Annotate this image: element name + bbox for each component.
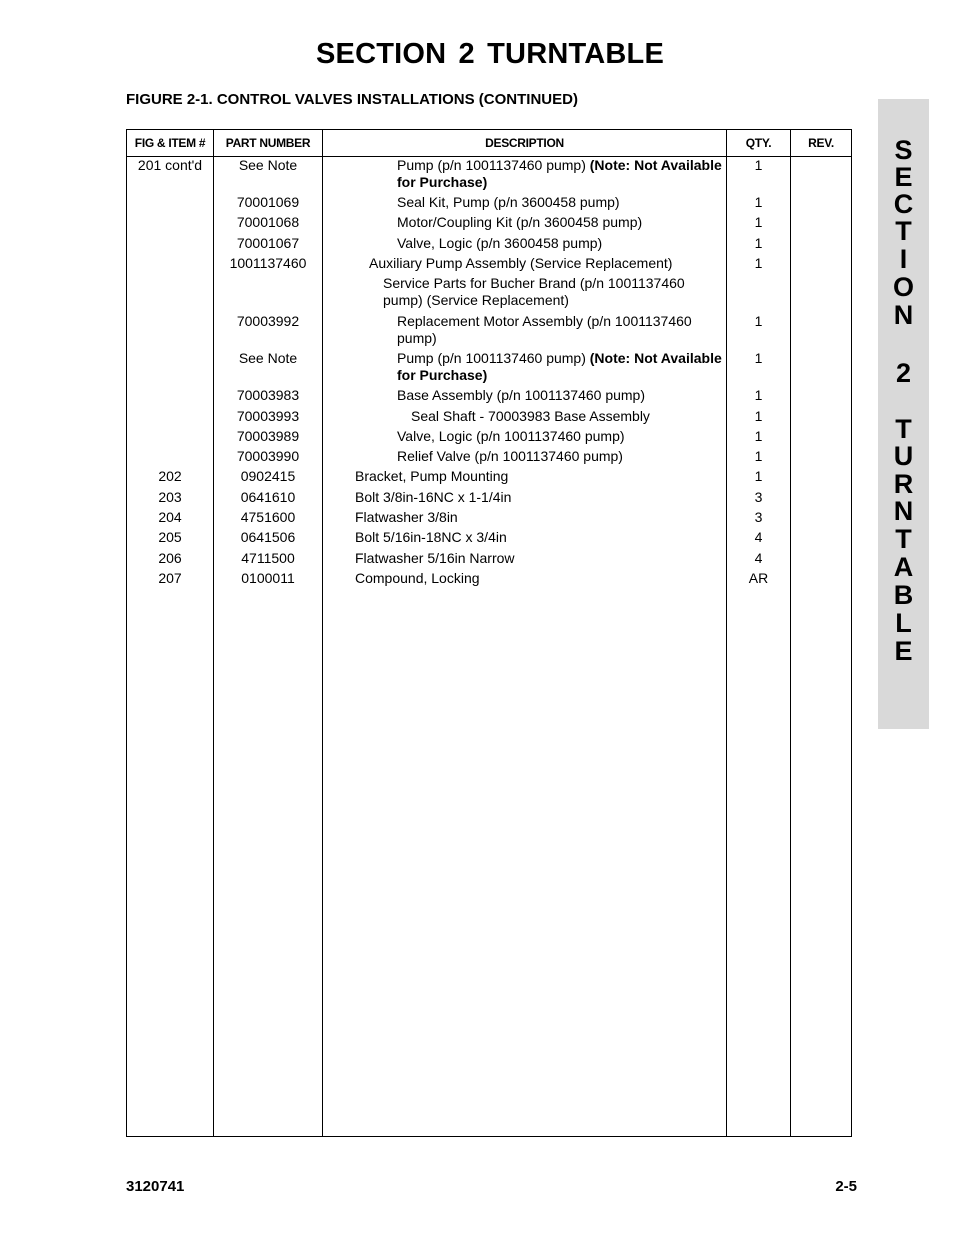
section-side-tab	[878, 99, 929, 729]
row-qty: 4	[754, 529, 763, 545]
column-header-description: DESCRIPTION	[485, 136, 564, 150]
side-tab-letter: U	[893, 441, 914, 471]
row-part-number: 4751600	[240, 509, 296, 525]
row-description	[369, 255, 722, 272]
row-part-number: 70003993	[236, 408, 300, 424]
side-tab-letter: T	[895, 524, 912, 554]
row-qty: 1	[754, 468, 763, 484]
row-description-text: Pump (p/n 1001137460 pump)	[397, 157, 586, 173]
row-qty: AR	[748, 570, 769, 586]
row-qty: 1	[754, 448, 763, 464]
page-number: 2-5	[835, 1178, 857, 1195]
row-part-number: 0641506	[240, 529, 296, 545]
side-tab-letter: B	[893, 580, 914, 610]
row-qty: 1	[754, 428, 763, 444]
column-divider	[322, 130, 323, 1136]
row-description-text: Relief Valve (p/n 1001137460 pump)	[397, 448, 623, 464]
row-part-number: 4711500	[241, 550, 295, 566]
row-part-number: 70003989	[236, 428, 300, 444]
row-qty: 3	[754, 489, 763, 505]
row-part-number: 0902415	[240, 468, 296, 484]
row-part-number: 70001069	[236, 194, 300, 210]
row-qty: 1	[754, 255, 763, 271]
row-part-number: 70001067	[236, 235, 300, 251]
row-qty: 1	[754, 157, 763, 173]
row-fig-item: 206	[158, 550, 182, 566]
row-part-number: 1001137460	[229, 255, 307, 271]
row-qty: 1	[754, 194, 763, 210]
row-description	[383, 275, 722, 309]
row-description	[355, 509, 722, 526]
side-tab-letter: O	[892, 272, 914, 302]
row-part-number: 0100011	[241, 570, 295, 586]
side-tab-letter: N	[893, 496, 914, 526]
row-qty: 1	[754, 387, 763, 403]
row-description-text: Flatwasher 5/16in Narrow	[355, 550, 515, 566]
row-description-note: (Note: Not Available for Purchase)	[397, 350, 722, 383]
side-tab-letter: A	[893, 552, 914, 582]
row-description-text: Compound, Locking	[355, 570, 480, 586]
row-description	[397, 235, 722, 252]
row-description	[397, 428, 722, 445]
row-description-text: Bolt 5/16in-18NC x 3/4in	[355, 529, 507, 545]
side-tab-letter: E	[894, 636, 913, 666]
row-fig-item: 204	[158, 509, 182, 525]
column-divider	[213, 130, 214, 1136]
row-qty: 1	[754, 313, 763, 329]
column-divider	[790, 130, 791, 1136]
row-qty: 4	[754, 550, 763, 566]
row-fig-item: 203	[158, 489, 182, 505]
row-description-text: Valve, Logic (p/n 3600458 pump)	[397, 235, 603, 251]
doc-number: 3120741	[126, 1178, 185, 1195]
row-part-number: 0641610	[240, 489, 296, 505]
row-qty: 1	[754, 214, 763, 230]
section-title: SECTION 2 TURNTABLE	[316, 38, 664, 70]
row-part-number: See Note	[238, 350, 298, 366]
row-part-number: See Note	[238, 157, 298, 173]
row-description	[397, 194, 722, 211]
row-fig-item: 207	[158, 570, 182, 586]
row-description-note: (Note: Not Available for Purchase)	[397, 157, 722, 190]
row-description-text: Pump (p/n 1001137460 pump)	[397, 350, 586, 366]
side-tab-letter: 2	[895, 358, 912, 388]
row-description	[397, 350, 722, 384]
row-part-number: 70003990	[236, 448, 300, 464]
column-header-fig-item: FIG & ITEM #	[134, 136, 206, 150]
row-description	[397, 448, 722, 465]
row-description-text: Valve, Logic (p/n 1001137460 pump)	[397, 428, 625, 444]
column-header-part-number: PART NUMBER	[225, 136, 311, 150]
figure-title: FIGURE 2-1. CONTROL VALVES INSTALLATIONS (CONTINUED)	[126, 91, 578, 108]
row-description-text: Seal Shaft - 70003983 Base Assembly	[411, 408, 650, 424]
row-description	[397, 313, 722, 347]
side-tab-letter: I	[899, 244, 908, 274]
row-description-text: Bolt 3/8in-16NC x 1-1/4in	[355, 489, 512, 505]
row-description-text: Flatwasher 3/8in	[355, 509, 458, 525]
side-tab-letter: T	[895, 414, 912, 444]
row-description	[397, 157, 722, 191]
row-description	[355, 468, 722, 485]
row-description	[355, 570, 722, 587]
row-qty: 1	[754, 235, 763, 251]
row-description-text: Motor/Coupling Kit (p/n 3600458 pump)	[397, 214, 643, 230]
row-description-text: Replacement Motor Assembly (p/n 1001137460 pump)	[397, 313, 692, 346]
row-part-number: 70003992	[236, 313, 300, 329]
row-part-number: 70003983	[236, 387, 300, 403]
row-qty: 3	[754, 509, 763, 525]
row-description-text: Bracket, Pump Mounting	[355, 468, 509, 484]
row-fig-item: 205	[158, 529, 182, 545]
side-tab-letter: R	[893, 469, 914, 499]
column-divider	[726, 130, 727, 1136]
row-description-text: Seal Kit, Pump (p/n 3600458 pump)	[397, 194, 620, 210]
row-fig-item: 202	[158, 468, 182, 484]
row-description	[397, 387, 722, 404]
side-tab-letter: E	[894, 162, 913, 192]
parts-table	[126, 129, 852, 1137]
column-header-rev: REV.	[808, 136, 834, 150]
row-description-text: Base Assembly (p/n 1001137460 pump)	[397, 387, 646, 403]
row-qty: 1	[754, 350, 763, 366]
row-description-text: Auxiliary Pump Assembly (Service Replacement)	[369, 255, 673, 271]
row-description	[411, 408, 722, 425]
column-header-qty: QTY.	[745, 136, 772, 150]
side-tab-letter: L	[895, 608, 912, 638]
row-description	[355, 489, 722, 506]
side-tab-letter: S	[894, 135, 913, 165]
row-description	[355, 529, 722, 546]
row-qty: 1	[754, 408, 763, 424]
row-description	[355, 550, 722, 567]
side-tab-letter: T	[895, 216, 912, 246]
row-description	[397, 214, 722, 231]
row-fig-item: 201 cont'd	[137, 157, 203, 173]
side-tab-letter: C	[893, 189, 914, 219]
row-part-number: 70001068	[236, 214, 300, 230]
row-description-text: Service Parts for Bucher Brand (p/n 1001137460 pump) (Service Replacement)	[383, 275, 685, 308]
side-tab-letter: N	[893, 300, 914, 330]
